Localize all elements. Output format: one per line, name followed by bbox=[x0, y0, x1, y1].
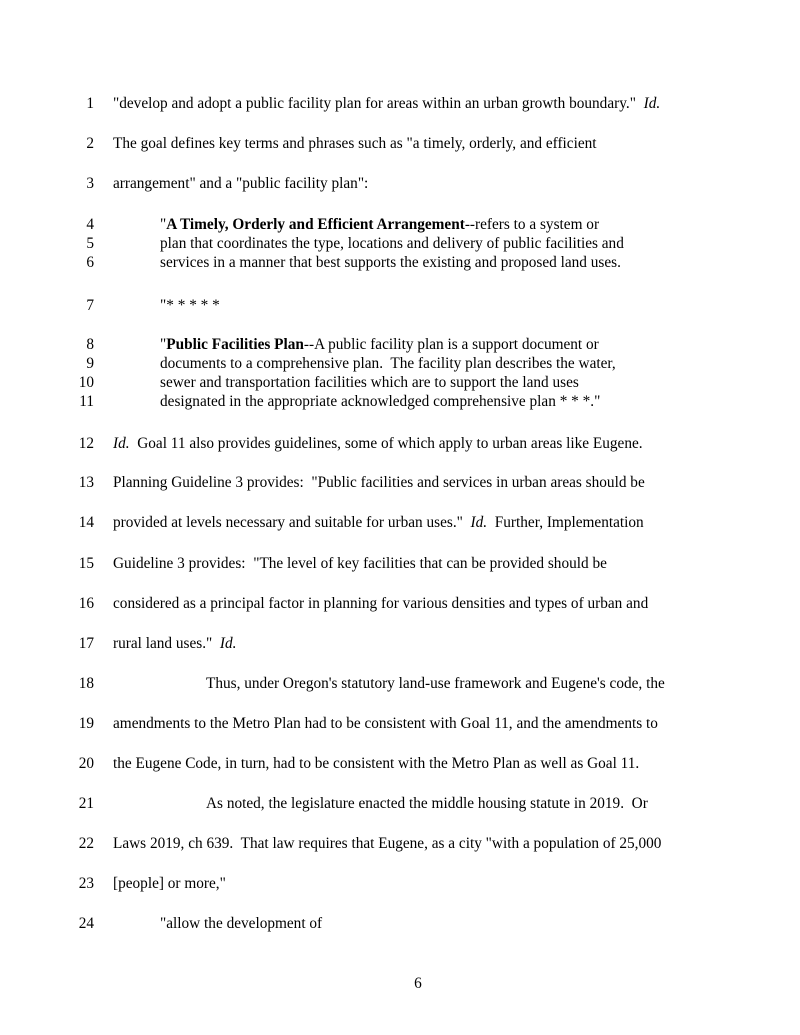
citation-id: Id. bbox=[219, 635, 237, 652]
citation-id: Id. bbox=[113, 435, 130, 452]
line-number: 19 bbox=[78, 715, 94, 732]
text-segment: --refers to a system or bbox=[464, 216, 600, 233]
line-text bbox=[160, 216, 599, 234]
line-number: 10 bbox=[78, 374, 94, 391]
text-segment: rural land uses." bbox=[113, 635, 220, 652]
line-number: 15 bbox=[78, 555, 94, 572]
line-number: 6 bbox=[86, 254, 94, 271]
text-segment: "develop and adopt a public facility plan for areas within an urban growth boundary." bbox=[113, 95, 644, 112]
text-segment: --A public facility plan is a support document or bbox=[303, 336, 599, 353]
line-number: 7 bbox=[86, 297, 94, 314]
line-text: designated in the appropriate acknowledged comprehensive plan * * *." bbox=[160, 393, 601, 410]
line-text: Laws 2019, ch 639. That law requires that Eugene, as a city "with a population of 25,000 bbox=[113, 835, 662, 852]
ellipsis-stars: "* * * * * bbox=[160, 297, 220, 314]
line-text: "allow the development of bbox=[160, 915, 323, 932]
line-number: 24 bbox=[78, 915, 94, 932]
line-number: 17 bbox=[78, 635, 94, 652]
line-number: 8 bbox=[86, 336, 94, 353]
page-number: 6 bbox=[414, 975, 422, 992]
text-segment: Further, Implementation bbox=[487, 514, 644, 531]
line-number: 9 bbox=[86, 355, 94, 372]
line-text: As noted, the legislature enacted the middle housing statute in 2019. Or bbox=[206, 795, 648, 812]
text-segment: " bbox=[160, 216, 167, 233]
line-number: 23 bbox=[78, 875, 94, 892]
line-text: Planning Guideline 3 provides: "Public facilities and services in urban areas should be bbox=[113, 474, 645, 491]
line-text: Guideline 3 provides: "The level of key facilities that can be provided should be bbox=[113, 555, 607, 572]
line-number: 14 bbox=[78, 514, 94, 531]
line-number: 11 bbox=[79, 393, 94, 410]
line-text bbox=[113, 95, 660, 113]
line-text bbox=[113, 514, 644, 532]
line-text: services in a manner that best supports the existing and proposed land uses. bbox=[160, 254, 621, 271]
line-number: 13 bbox=[78, 474, 94, 491]
line-text: The goal defines key terms and phrases such as "a timely, orderly, and efficient bbox=[113, 135, 597, 152]
line-number: 18 bbox=[78, 675, 94, 692]
line-text: [people] or more," bbox=[113, 875, 226, 892]
line-text: amendments to the Metro Plan had to be consistent with Goal 11, and the amendments to bbox=[113, 715, 658, 732]
citation-id: Id. bbox=[643, 95, 661, 112]
line-text: the Eugene Code, in turn, had to be consistent with the Metro Plan as well as Goal 11. bbox=[113, 755, 640, 772]
line-number: 5 bbox=[86, 235, 94, 252]
line-number: 22 bbox=[78, 835, 94, 852]
line-number: 16 bbox=[78, 595, 94, 612]
line-text bbox=[113, 635, 237, 653]
line-number: 21 bbox=[78, 795, 94, 812]
line-text: plan that coordinates the type, locations and delivery of public facilities and bbox=[160, 235, 624, 252]
line-text: Thus, under Oregon's statutory land-use framework and Eugene's code, the bbox=[206, 675, 665, 692]
line-number: 20 bbox=[78, 755, 94, 772]
citation-id: Id. bbox=[470, 514, 488, 531]
line-text: sewer and transportation facilities which are to support the land uses bbox=[160, 374, 579, 391]
line-text: documents to a comprehensive plan. The facility plan describes the water, bbox=[160, 355, 616, 372]
line-number: 1 bbox=[86, 95, 94, 112]
line-number: 2 bbox=[86, 135, 94, 152]
defined-term: A Timely, Orderly and Efficient Arrangement bbox=[166, 216, 465, 233]
line-text: arrangement" and a "public facility plan": bbox=[113, 175, 369, 192]
line-number: 4 bbox=[86, 216, 94, 233]
text-segment: " bbox=[160, 336, 167, 353]
defined-term: Public Facilities Plan bbox=[166, 336, 304, 353]
text-segment: provided at levels necessary and suitable for urban uses." bbox=[113, 514, 471, 531]
line-text: considered as a principal factor in planning for various densities and types of urban and bbox=[113, 595, 649, 612]
line-number: 12 bbox=[78, 435, 94, 452]
line-number: 3 bbox=[86, 175, 94, 192]
line-text bbox=[160, 336, 599, 354]
line-text bbox=[113, 435, 643, 453]
text-segment: Goal 11 also provides guidelines, some of which apply to urban areas like Eugene. bbox=[129, 435, 643, 452]
